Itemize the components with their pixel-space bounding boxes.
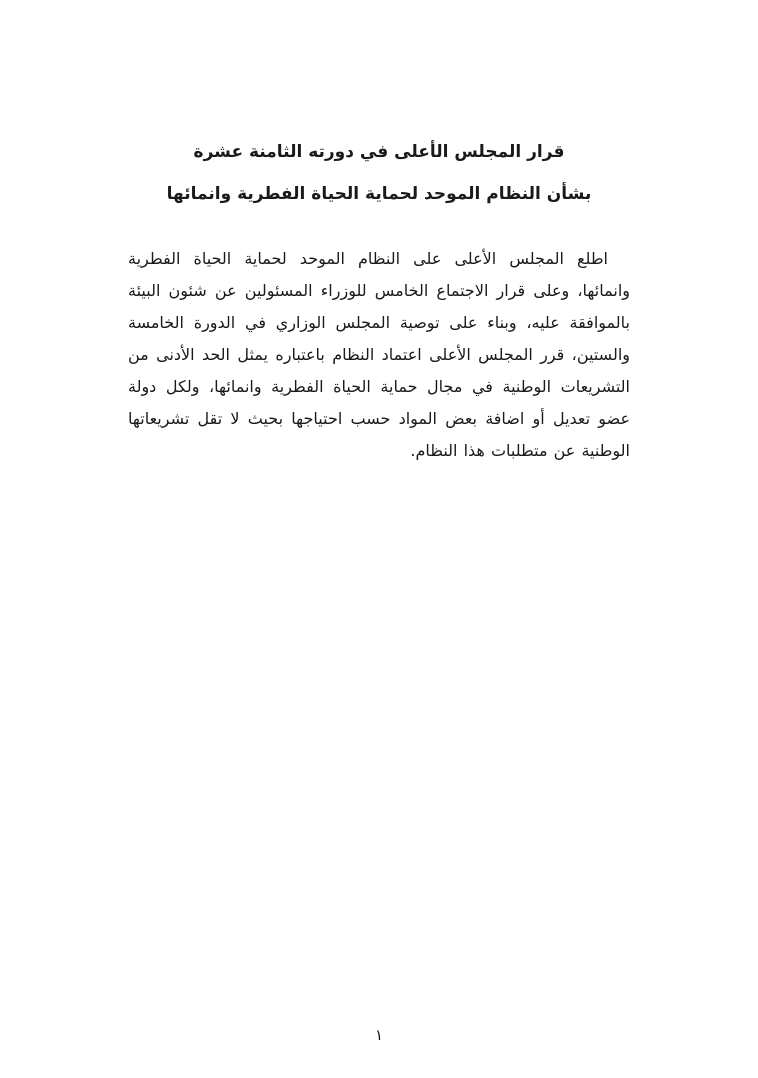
title-line-2: بشأن النظام الموحد لحماية الحياة الفطرية وانمائها bbox=[166, 183, 592, 204]
title-line-1: قرار المجلس الأعلى في دورته الثامنة عشرة bbox=[193, 142, 565, 162]
document-body-paragraph: اطلع المجلس الأعلى على النظام الموحد لحماية الحياة الفطرية وانمائها، وعلى قرار الاجتماع الخامس للوزراء المسئولين عن شئون البيئة بالموافقة عليه، وبناء على توصية المجلس الوزاري في الدورة الخامسة والستين، قرر المجلس الأعلى اعتماد النظام باعتباره يمثل الحد الأدنى من التشريعات الوطنية في مجال حماية الحياة الفطرية وانمائها، ولكل دولة عضو تعديل أو اضافة بعض المواد حسب احتياجها بحيث لا تقل تشريعاتها الوطنية عن متطلبات هذا النظام. bbox=[128, 249, 630, 461]
document-title bbox=[128, 132, 630, 215]
page-number: ١ bbox=[374, 1026, 384, 1044]
